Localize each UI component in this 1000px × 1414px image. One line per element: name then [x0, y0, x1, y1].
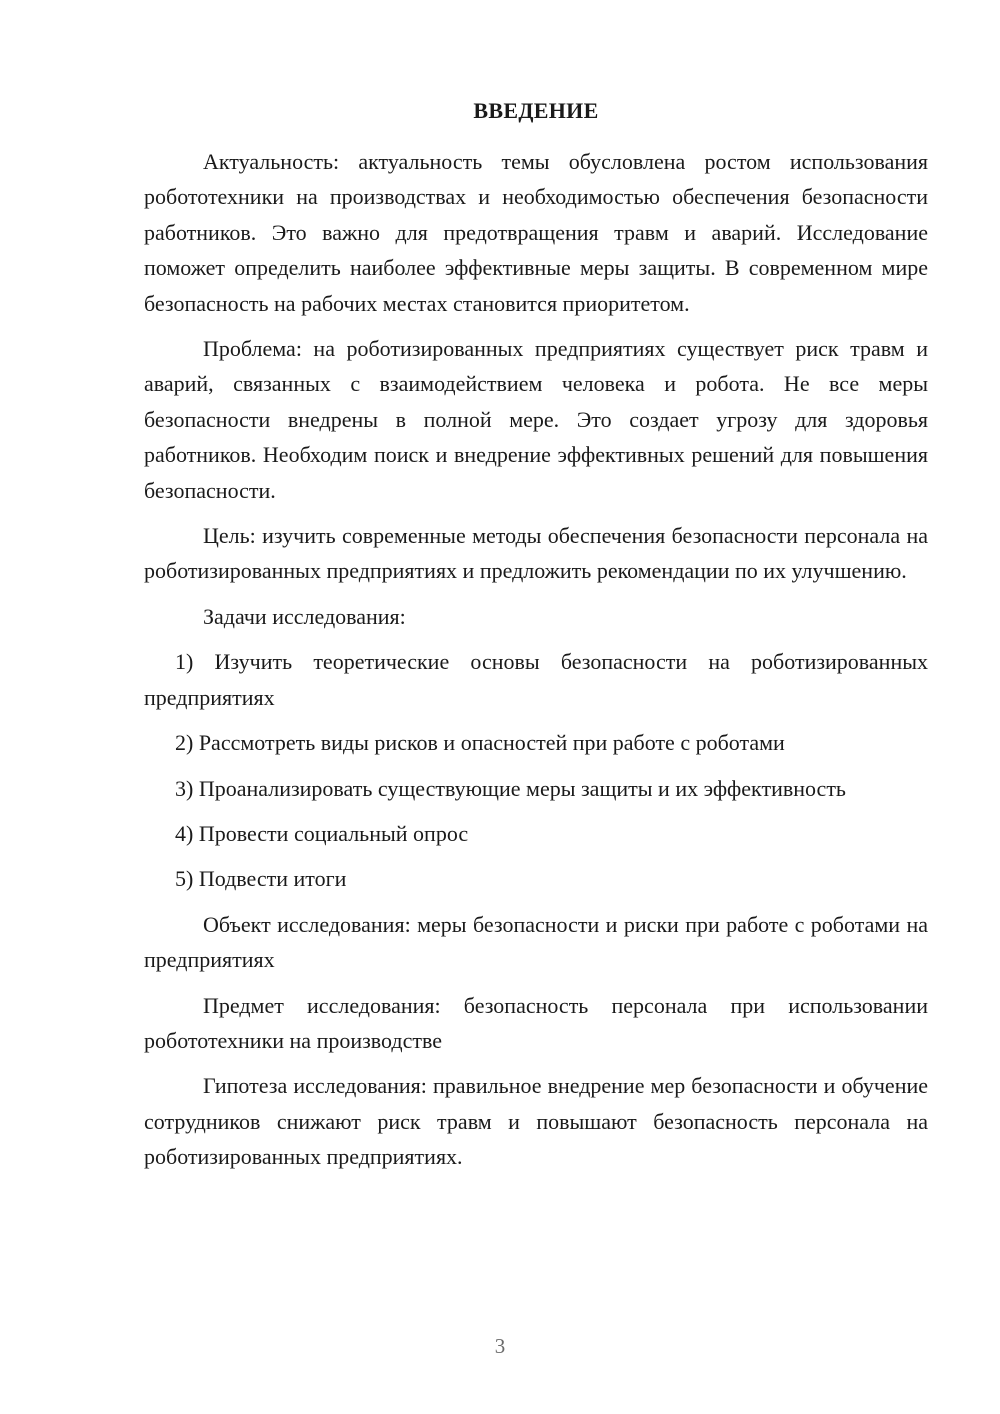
paragraph-subject: Предмет исследования: безопасность персонала при использовании робототехники на производстве	[144, 992, 928, 1053]
paragraph-relevance: Актуальность: актуальность темы обусловлена ростом использования робототехники на производствах и необходимостью обеспечения безопасности работников. Это важно для предотвращения травм и аварий. Исследование поможет определить наиболее эффективные меры защиты. В современном мире безопасность на рабочих местах становится приоритетом.	[144, 149, 928, 316]
paragraph-object: Объект исследования: меры безопасности и риски при работе с роботами на предприятиях	[144, 911, 928, 973]
list-item: 4) Провести социальный опрос	[175, 820, 469, 846]
paragraph-problem: Проблема: на роботизированных предприятиях существует риск травм и аварий, связанных с взаимодействием человека и робота. Не все меры безопасности внедрены в полной мере. Это создает угрозу для здоровья работников. Необходим поиск и внедрение эффективных решений для повышения безопасности.	[144, 336, 928, 503]
list-item: 1) Изучить теоретические основы безопасности на роботизированных предприятиях	[144, 649, 928, 710]
list-item: 3) Проанализировать существующие меры защиты и их эффективность	[175, 775, 846, 801]
list-item: 2) Рассмотреть виды рисков и опасностей при работе с роботами	[175, 730, 785, 756]
paragraph-hypothesis: Гипотеза исследования: правильное внедрение мер безопасности и обучение сотрудников снижают риск травм и повышают безопасность персонала на роботизированных предприятиях.	[144, 1073, 928, 1170]
page-content	[144, 96, 928, 1185]
tasks-heading: Задачи исследования:	[203, 603, 406, 629]
page-number: 3	[494, 1334, 506, 1358]
tasks-list	[144, 644, 928, 896]
list-item: 5) Подвести итоги	[175, 866, 347, 892]
page-title: ВВЕДЕНИЕ	[473, 98, 599, 123]
paragraph-goal: Цель: изучить современные методы обеспечения безопасности персонала на роботизированных предприятиях и предложить рекомендации по их улучшению.	[144, 523, 928, 584]
